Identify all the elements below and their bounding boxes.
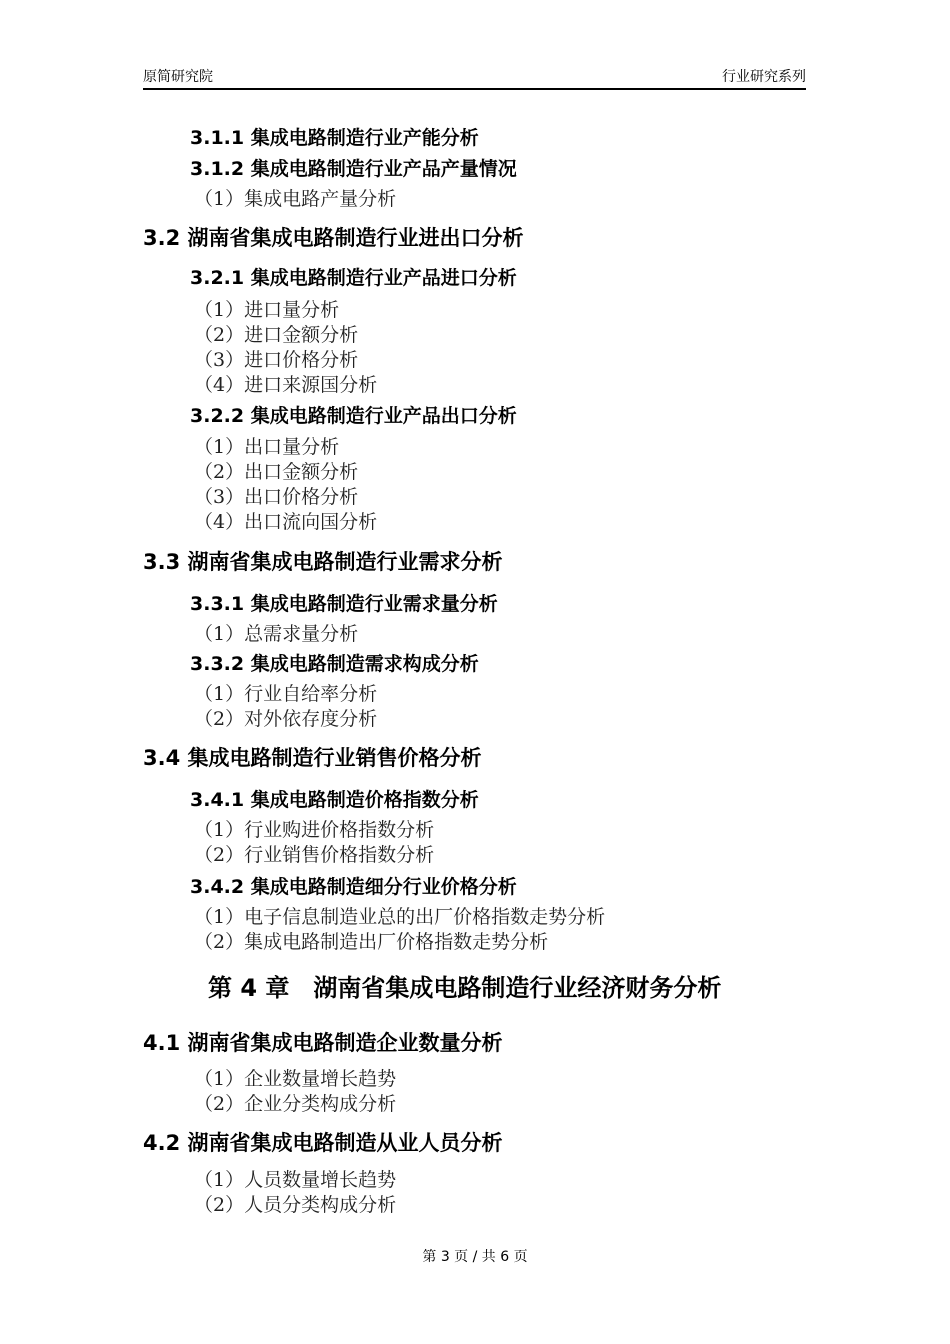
toc-subsection: 3.2.2 集成电路制造行业产品出口分析 xyxy=(190,405,517,427)
header-org-name: 原简研究院 xyxy=(143,69,213,85)
toc-item: （4）出口流向国分析 xyxy=(194,511,378,533)
toc-subsection: 3.1.1 集成电路制造行业产能分析 xyxy=(190,127,479,149)
toc-item: （2）行业销售价格指数分析 xyxy=(194,844,435,866)
page-number: 第 3 页 / 共 6 页 xyxy=(422,1249,528,1265)
toc-item: （1）企业数量增长趋势 xyxy=(194,1068,397,1090)
toc-item: （2）进口金额分析 xyxy=(194,324,359,346)
header-divider xyxy=(143,88,806,90)
toc-item: （2）集成电路制造出厂价格指数走势分析 xyxy=(194,931,549,953)
toc-item: （3）进口价格分析 xyxy=(194,349,359,371)
toc-chapter: 第 4 章 湖南省集成电路制造行业经济财务分析 xyxy=(208,974,722,1002)
toc-item: （1）出口量分析 xyxy=(194,436,340,458)
toc-section: 4.2 湖南省集成电路制造从业人员分析 xyxy=(143,1131,503,1155)
toc-item: （3）出口价格分析 xyxy=(194,486,359,508)
toc-item: （2）出口金额分析 xyxy=(194,461,359,483)
toc-item: （1）总需求量分析 xyxy=(194,623,359,645)
toc-subsection: 3.4.2 集成电路制造细分行业价格分析 xyxy=(190,876,517,898)
toc-item: （1）行业购进价格指数分析 xyxy=(194,819,435,841)
toc-item: （2）对外依存度分析 xyxy=(194,708,378,730)
toc-subsection: 3.3.1 集成电路制造行业需求量分析 xyxy=(190,593,498,615)
toc-item: （1）行业自给率分析 xyxy=(194,683,378,705)
toc-subsection: 3.2.1 集成电路制造行业产品进口分析 xyxy=(190,267,517,289)
toc-item: （1）进口量分析 xyxy=(194,299,340,321)
toc-item: （2）企业分类构成分析 xyxy=(194,1093,397,1115)
toc-item: （2）人员分类构成分析 xyxy=(194,1194,397,1216)
toc-section: 3.4 集成电路制造行业销售价格分析 xyxy=(143,746,482,770)
header-series-name: 行业研究系列 xyxy=(722,69,806,85)
toc-section: 4.1 湖南省集成电路制造企业数量分析 xyxy=(143,1031,503,1055)
toc-item: （1）电子信息制造业总的出厂价格指数走势分析 xyxy=(194,906,606,928)
toc-subsection: 3.4.1 集成电路制造价格指数分析 xyxy=(190,789,479,811)
toc-section: 3.2 湖南省集成电路制造行业进出口分析 xyxy=(143,226,524,250)
toc-section: 3.3 湖南省集成电路制造行业需求分析 xyxy=(143,550,503,574)
toc-item: （4）进口来源国分析 xyxy=(194,374,378,396)
toc-item: （1）集成电路产量分析 xyxy=(194,188,397,210)
toc-subsection: 3.1.2 集成电路制造行业产品产量情况 xyxy=(190,158,517,180)
toc-item: （1）人员数量增长趋势 xyxy=(194,1169,397,1191)
toc-subsection: 3.3.2 集成电路制造需求构成分析 xyxy=(190,653,479,675)
